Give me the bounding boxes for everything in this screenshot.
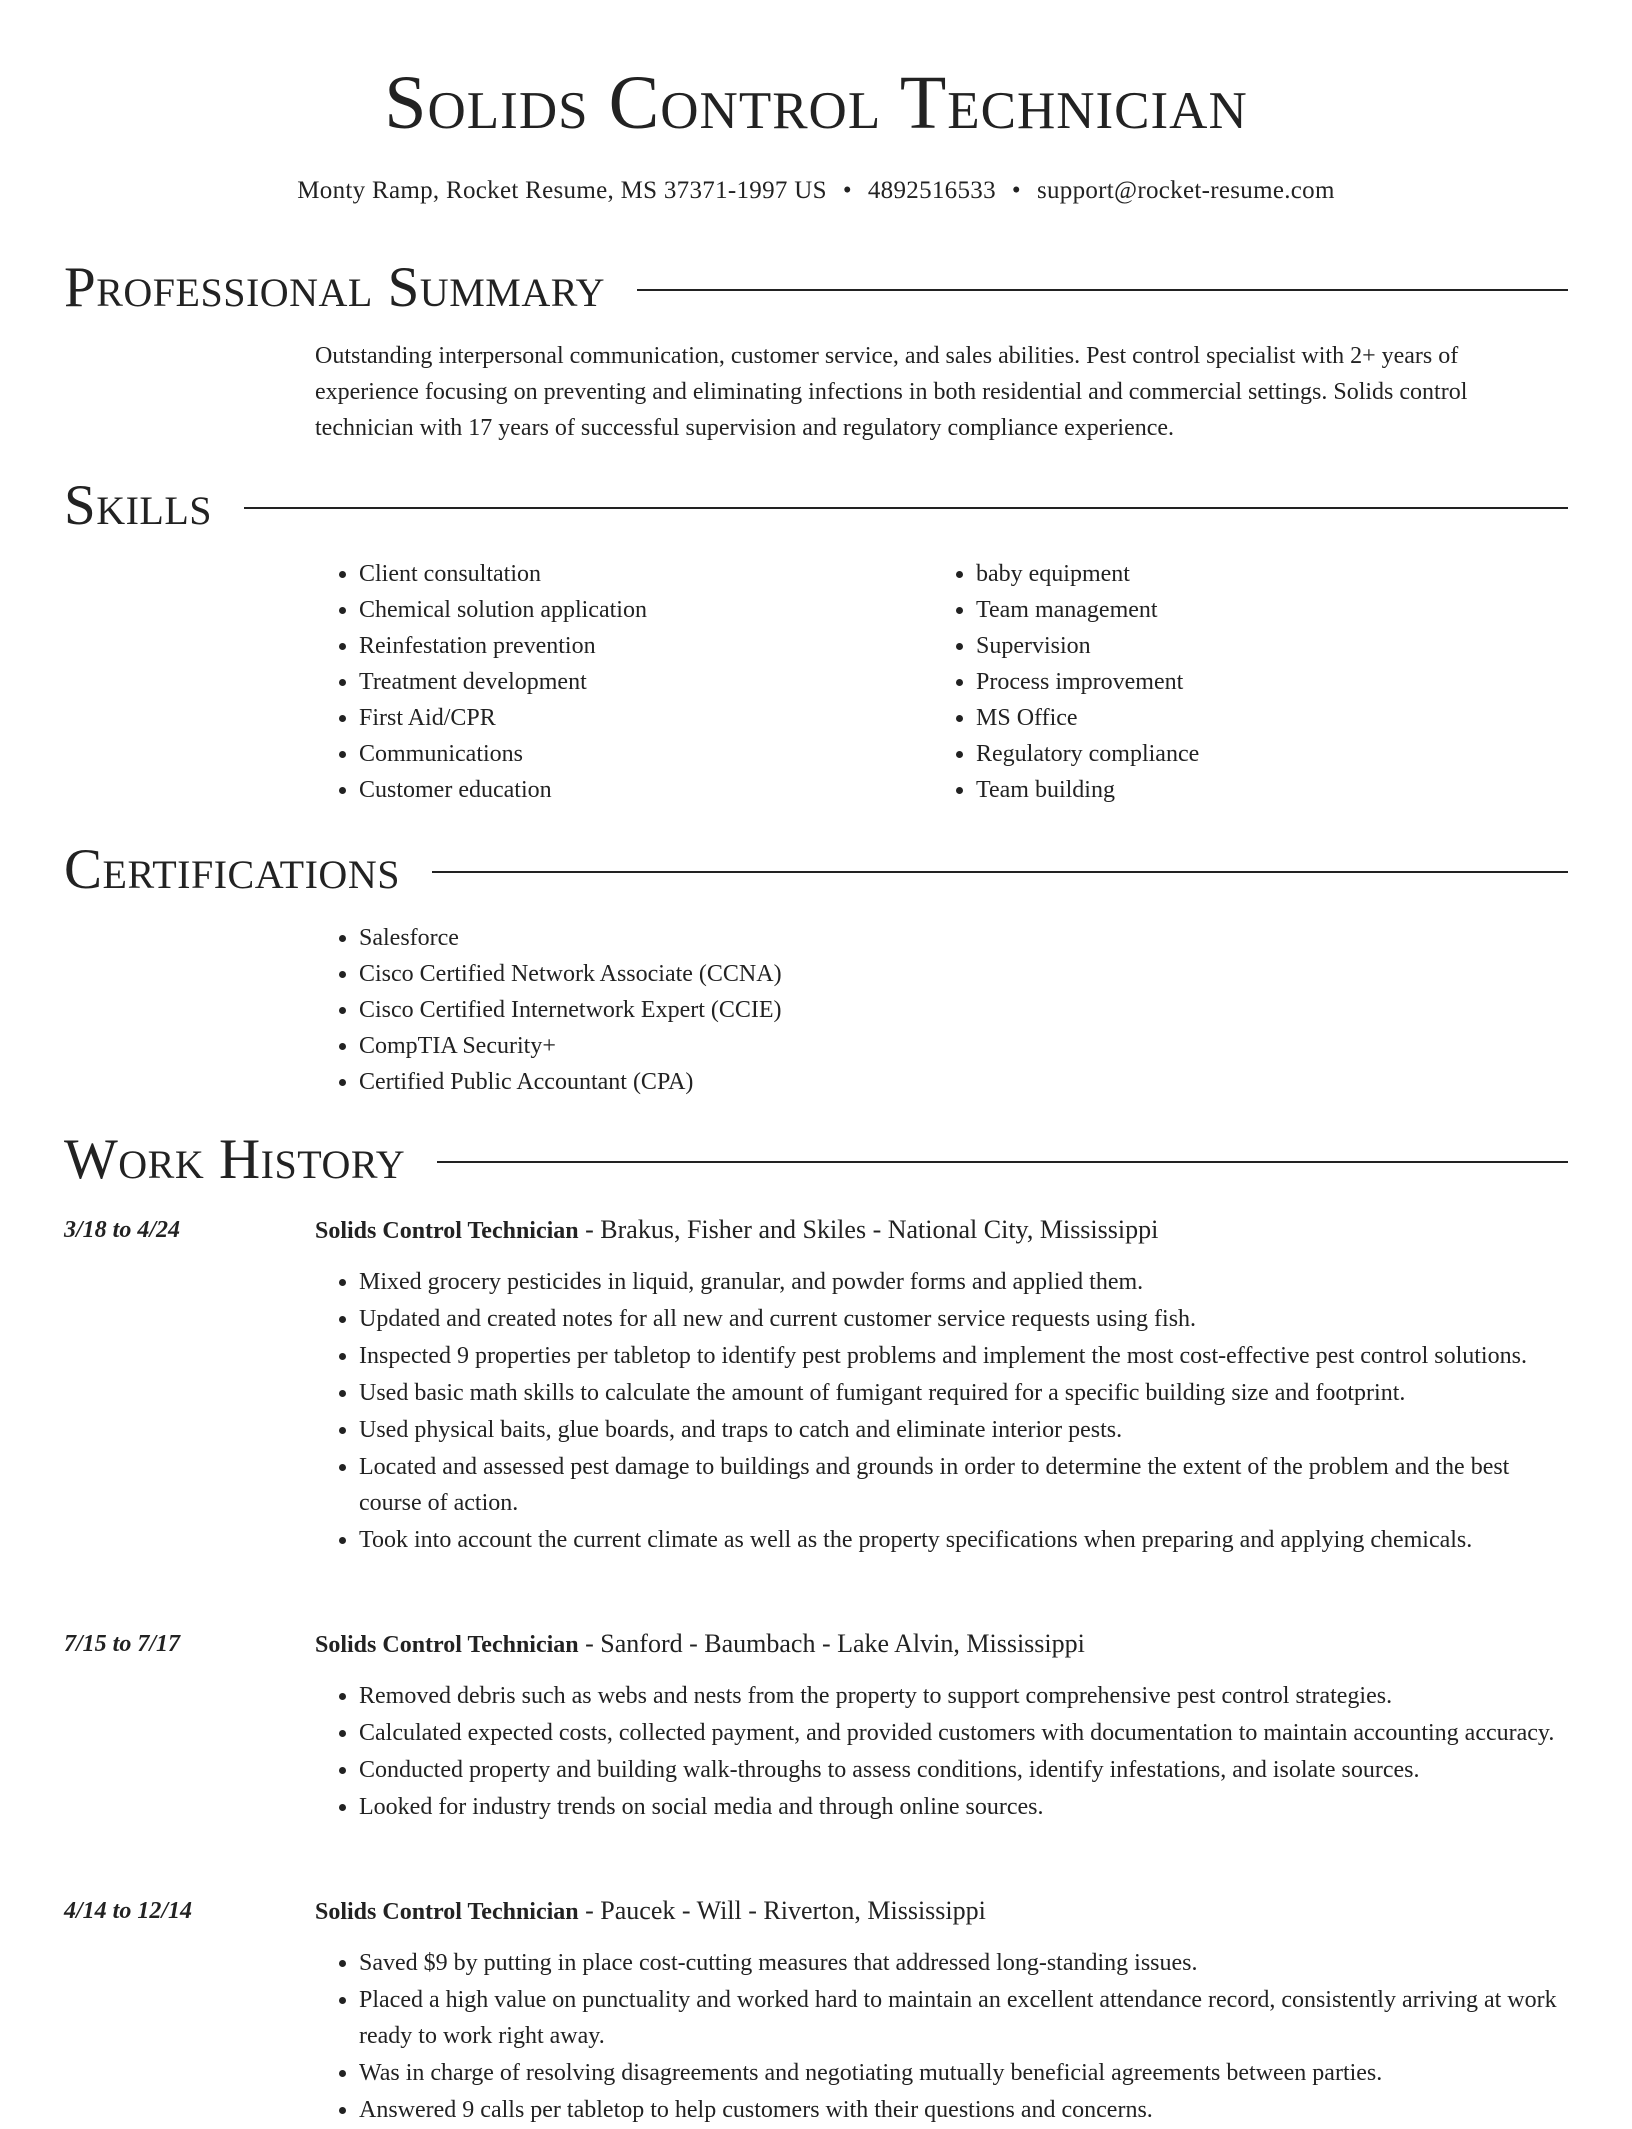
skills-column-right bbox=[932, 556, 1492, 808]
job-responsibilities bbox=[315, 1945, 1568, 2129]
contact-address: Monty Ramp, Rocket Resume, MS 37371-1997 US bbox=[297, 177, 827, 204]
job-bullet: • Located and assessed pest damage to buildings and grounds in order to determine the extent of the problem and the best course of action. bbox=[359, 1449, 1568, 1521]
job-header bbox=[315, 1893, 1565, 1930]
section-divider bbox=[244, 507, 1568, 509]
job-responsibilities bbox=[315, 1264, 1568, 1559]
certification-item: • Cisco Certified Network Associate (CCNA) bbox=[359, 956, 1215, 992]
skill-item: • Client consultation bbox=[359, 556, 875, 592]
summary-heading: Professional Summary bbox=[64, 256, 606, 319]
contact-separator: • bbox=[1011, 177, 1021, 204]
certifications-list bbox=[315, 920, 1215, 1100]
job-bullet: • Conducted property and building walk-throughs to assess conditions, identify infestations, and isolate sources. bbox=[359, 1752, 1568, 1788]
section-divider bbox=[637, 289, 1568, 291]
skill-item: • Process improvement bbox=[976, 664, 1492, 700]
certifications-section-header bbox=[64, 835, 1568, 905]
skills-section-header bbox=[64, 471, 1568, 541]
summary-text: Outstanding interpersonal communication, customer service, and sales abilities. Pest control specialist with 2+ years of experience focusing on preventing and eliminating infections in both residential and commercial settings. Solids control technician with 17 years of successful supervision and regulatory compliance experience. bbox=[315, 343, 1468, 441]
skills-list bbox=[315, 556, 875, 808]
contact-line bbox=[0, 175, 1632, 207]
job-role: Solids Control Technician bbox=[315, 1899, 579, 1925]
job-bullet: • Answered 9 calls per tabletop to help customers with their questions and concerns. bbox=[359, 2092, 1568, 2128]
job-bullet: • Removed debris such as webs and nests from the property to support comprehensive pest control strategies. bbox=[359, 1678, 1568, 1714]
job-bullet-list bbox=[315, 1678, 1568, 1825]
job-bullet: • Mixed grocery pesticides in liquid, granular, and powder forms and applied them. bbox=[359, 1264, 1568, 1300]
skill-item: • Team building bbox=[976, 772, 1492, 808]
job-responsibilities bbox=[315, 1678, 1568, 1826]
job-bullet: • Used basic math skills to calculate the amount of fumigant required for a specific building size and footprint. bbox=[359, 1375, 1568, 1411]
resume-title: Solids Control Technician bbox=[384, 61, 1248, 145]
skill-item: • Regulatory compliance bbox=[976, 736, 1492, 772]
skill-item: • Chemical solution application bbox=[359, 592, 875, 628]
job-bullet: • Was in charge of resolving disagreements and negotiating mutually beneficial agreements between parties. bbox=[359, 2055, 1568, 2091]
certification-item: • Certified Public Accountant (CPA) bbox=[359, 1064, 1215, 1100]
job-bullet: • Updated and created notes for all new and current customer service requests using fish. bbox=[359, 1301, 1568, 1337]
contact-separator: • bbox=[842, 177, 852, 204]
certification-item: • Cisco Certified Internetwork Expert (CCIE) bbox=[359, 992, 1215, 1028]
skill-item: • Team management bbox=[976, 592, 1492, 628]
section-divider bbox=[437, 1161, 1568, 1163]
job-company: - Sanford - Baumbach - Lake Alvin, Mississippi bbox=[578, 1629, 1085, 1658]
skill-item: • First Aid/CPR bbox=[359, 700, 875, 736]
job-bullet: • Inspected 9 properties per tabletop to identify pest problems and implement the most cost-effective pest control solutions. bbox=[359, 1338, 1568, 1374]
job-bullet: • Saved $9 by putting in place cost-cutting measures that addressed long-standing issues. bbox=[359, 1945, 1568, 1981]
job-role: Solids Control Technician bbox=[315, 1632, 579, 1658]
contact-email: support@rocket-resume.com bbox=[1036, 177, 1335, 204]
job-bullet: • Used physical baits, glue boards, and traps to catch and eliminate interior pests. bbox=[359, 1412, 1568, 1448]
skill-item: • baby equipment bbox=[976, 556, 1492, 592]
job-header bbox=[315, 1212, 1565, 1249]
skills-heading: Skills bbox=[64, 474, 213, 537]
job-company: - Paucek - Will - Riverton, Mississippi bbox=[578, 1896, 986, 1925]
skill-item: • Reinfestation prevention bbox=[359, 628, 875, 664]
job-dates: 4/14 to 12/14 bbox=[64, 1898, 193, 1924]
job-dates: 3/18 to 4/24 bbox=[64, 1217, 181, 1243]
certification-item: • Salesforce bbox=[359, 920, 1215, 956]
job-bullet-list bbox=[315, 1945, 1568, 2128]
skill-item: • MS Office bbox=[976, 700, 1492, 736]
contact-phone: 4892516533 bbox=[867, 177, 996, 204]
skills-column-left bbox=[315, 556, 875, 808]
skill-item: • Supervision bbox=[976, 628, 1492, 664]
certifications-heading: Certifications bbox=[64, 838, 400, 901]
job-header bbox=[315, 1626, 1565, 1663]
job-bullet: • Placed a high value on punctuality and worked hard to maintain an excellent attendance record, consistently arriving at work ready to work right away. bbox=[359, 1982, 1568, 2054]
work-history-section-header bbox=[64, 1125, 1568, 1195]
skill-item: • Customer education bbox=[359, 772, 875, 808]
job-bullet: • Looked for industry trends on social media and through online sources. bbox=[359, 1789, 1568, 1825]
job-dates: 7/15 to 7/17 bbox=[64, 1631, 181, 1657]
skill-item: • Treatment development bbox=[359, 664, 875, 700]
skills-list bbox=[932, 556, 1492, 808]
summary-section-header bbox=[64, 253, 1568, 323]
certifications-block bbox=[315, 920, 1215, 1100]
job-role: Solids Control Technician bbox=[315, 1218, 579, 1244]
job-bullet: • Took into account the current climate as well as the property specifications when preparing and applying chemicals. bbox=[359, 1522, 1568, 1558]
job-bullet: • Calculated expected costs, collected payment, and provided customers with documentation to maintain accounting accuracy. bbox=[359, 1715, 1568, 1751]
job-bullet-list bbox=[315, 1264, 1568, 1558]
job-company: - Brakus, Fisher and Skiles - National City, Mississippi bbox=[578, 1215, 1159, 1244]
certification-item: • CompTIA Security+ bbox=[359, 1028, 1215, 1064]
work-history-heading: Work History bbox=[64, 1128, 406, 1191]
section-divider bbox=[432, 871, 1568, 873]
skill-item: • Communications bbox=[359, 736, 875, 772]
